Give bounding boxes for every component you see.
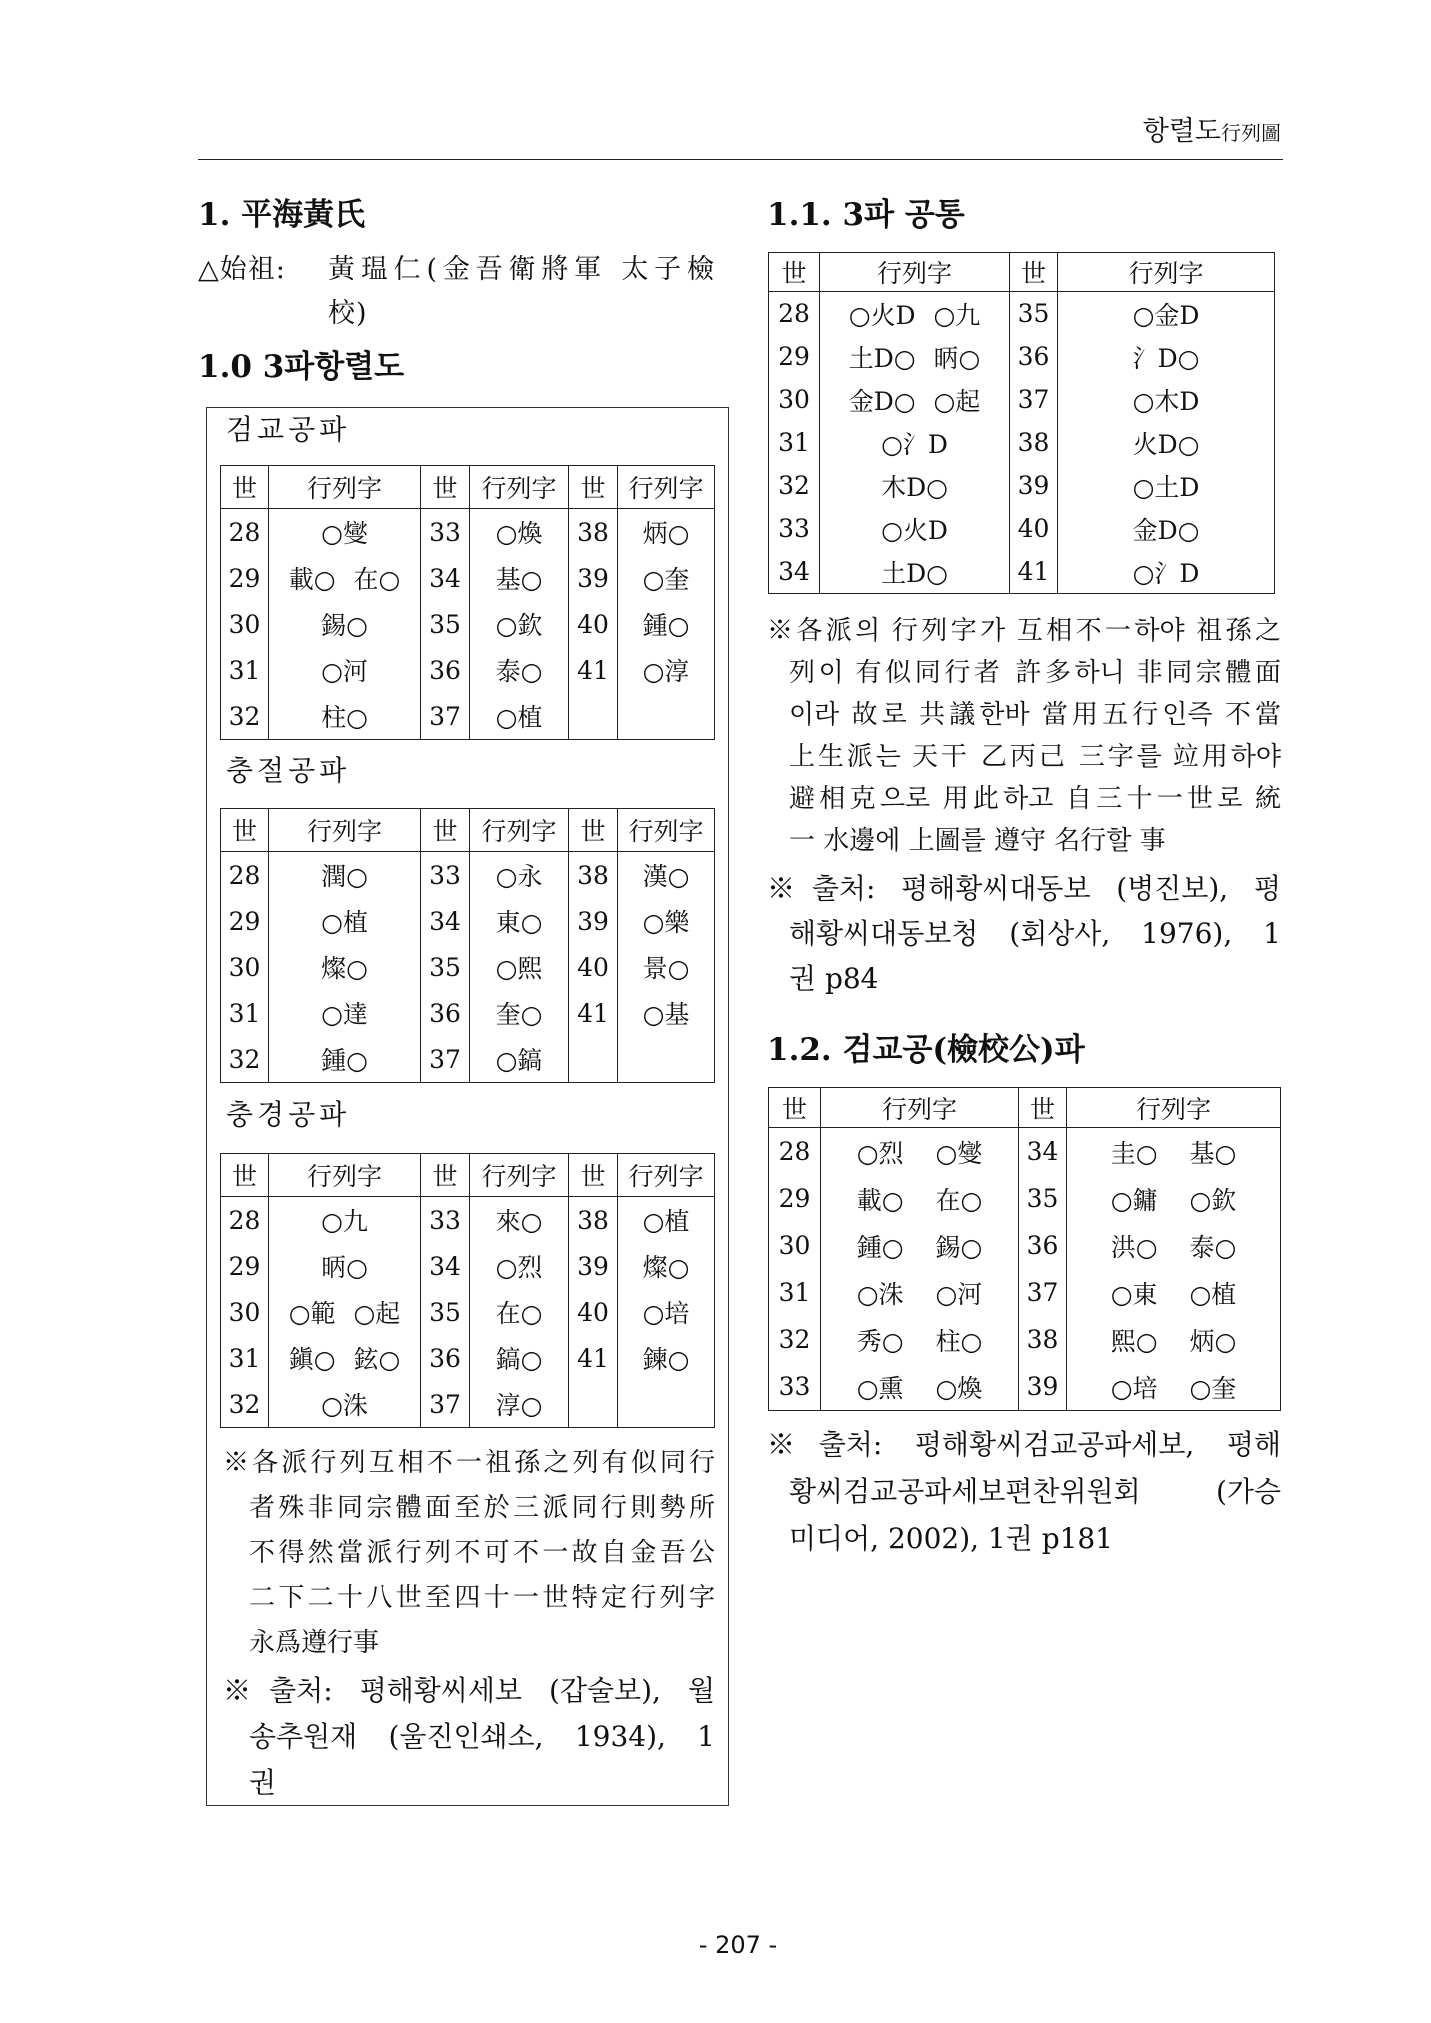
- generation-name-column-header: 行列字: [269, 466, 421, 509]
- source-line: 권 p84: [789, 962, 879, 995]
- generation-name-cell: 潤○: [269, 852, 421, 899]
- generation-number-cell: 29: [769, 1175, 821, 1222]
- generation-name-cell: ○九: [269, 1197, 421, 1244]
- source-line: ※출처: 평해황씨세보 (갑술보), 월: [223, 1674, 715, 1707]
- generation-number-cell: 40: [1010, 507, 1058, 550]
- generation-name-cell: ○培 ○奎: [1067, 1363, 1281, 1411]
- table-row: [221, 852, 715, 899]
- generation-number-cell: 41: [1010, 550, 1058, 594]
- generation-name-cell: 燦○: [618, 1243, 715, 1289]
- generation-number-cell: 39: [1010, 464, 1058, 507]
- generation-number-cell: 39: [569, 1243, 618, 1289]
- generation-name-column-header: 行列字: [618, 1154, 715, 1197]
- generation-number-cell: [569, 1036, 618, 1083]
- generation-name-cell: ○火D ○九: [820, 292, 1010, 336]
- generation-name-cell: ○木D: [1058, 378, 1275, 421]
- generation-name-column-header: 行列字: [1067, 1088, 1281, 1128]
- branch-generation-table: [220, 465, 715, 740]
- generation-name-column-header: 行列字: [269, 1154, 421, 1197]
- note-line: 이라 故로 共議한바 當用五行인즉 不當: [789, 700, 1281, 730]
- generation-name-cell: 鎭○ 鉉○: [269, 1335, 421, 1381]
- generation-name-cell: 柱○: [269, 693, 421, 740]
- generation-name-column-header: 行列字: [821, 1088, 1019, 1128]
- table-row: [769, 507, 1275, 550]
- generation-name-column-header: 行列字: [1058, 253, 1275, 292]
- table-header-row: [221, 1154, 715, 1197]
- generation-number-cell: 34: [421, 898, 470, 944]
- generation-name-cell: ○欽: [470, 601, 569, 647]
- generation-number-cell: 35: [421, 944, 470, 990]
- generation-number-cell: 34: [1019, 1128, 1067, 1176]
- source-citation: [223, 1668, 715, 1806]
- generation-number-cell: 28: [769, 292, 820, 336]
- generation-number-cell: 32: [769, 1316, 821, 1363]
- generation-number-cell: 32: [221, 1381, 269, 1428]
- generation-name-cell: 木D○: [820, 464, 1010, 507]
- founder-text-line: 黃瑥仁(金吾衛將軍 太子檢: [328, 254, 715, 285]
- generation-name-cell: 漢○: [618, 852, 715, 899]
- generation-number-cell: 38: [569, 852, 618, 899]
- generation-number-cell: 31: [769, 1269, 821, 1316]
- table-header-row: [221, 466, 715, 509]
- generation-name-cell: ○鎬: [470, 1036, 569, 1083]
- generation-number-cell: 31: [221, 990, 269, 1036]
- table-row: [221, 1243, 715, 1289]
- generation-name-cell: ○鏞 ○欽: [1067, 1175, 1281, 1222]
- branch-title: 충절공파: [226, 754, 351, 787]
- generation-name-column-header: 行列字: [269, 809, 421, 852]
- generation-column-header: 世: [221, 809, 269, 852]
- generation-name-cell: ○金D: [1058, 292, 1275, 336]
- generation-number-cell: 34: [769, 550, 820, 594]
- generation-number-cell: 36: [1010, 335, 1058, 378]
- geomgyo-section-heading: 1.2. 검교공(檢校公)파: [767, 1032, 1085, 1068]
- generation-number-cell: 33: [421, 509, 470, 556]
- note-line: 避相克으로 用此하고 自三十一世로 統: [789, 784, 1281, 814]
- table-row: [769, 464, 1275, 507]
- generation-name-cell: 來○: [470, 1197, 569, 1244]
- generation-name-cell: 金D○: [1058, 507, 1275, 550]
- table-row: [221, 1197, 715, 1244]
- generation-number-cell: 28: [221, 509, 269, 556]
- generation-name-cell: 鍾○: [618, 601, 715, 647]
- generation-number-cell: 37: [421, 1381, 470, 1428]
- generation-number-cell: 40: [569, 1289, 618, 1335]
- branch-tables-box: [206, 407, 729, 1806]
- generation-name-column-header: 行列字: [618, 809, 715, 852]
- generation-number-cell: 36: [1019, 1222, 1067, 1269]
- generation-column-header: 世: [569, 1154, 618, 1197]
- generation-number-cell: 29: [221, 898, 269, 944]
- generation-name-cell: 土D○: [820, 550, 1010, 594]
- generation-number-cell: 31: [221, 1335, 269, 1381]
- generation-number-cell: 37: [1010, 378, 1058, 421]
- source-line: 황씨검교공파세보편찬위원회 (가승: [789, 1475, 1281, 1508]
- table-row: [221, 693, 715, 740]
- generation-name-column-header: 行列字: [820, 253, 1010, 292]
- generation-name-cell: [618, 693, 715, 740]
- generation-column-header: 世: [769, 1088, 821, 1128]
- generation-number-cell: 35: [421, 1289, 470, 1335]
- page-number: - 207 -: [698, 1931, 778, 1959]
- generation-name-cell: ○洙: [269, 1381, 421, 1428]
- running-header: [1143, 114, 1281, 151]
- generation-name-cell: ○土D: [1058, 464, 1275, 507]
- generation-number-cell: 37: [421, 693, 470, 740]
- generation-name-cell: ○範 ○起: [269, 1289, 421, 1335]
- generation-number-cell: 35: [1019, 1175, 1067, 1222]
- generation-name-cell: 昞○: [269, 1243, 421, 1289]
- generation-column-header: 世: [1010, 253, 1058, 292]
- table-row: [221, 555, 715, 601]
- source-citation: [767, 1421, 1281, 1562]
- generation-name-cell: 圭○ 基○: [1067, 1128, 1281, 1176]
- source-line: 미디어, 2002), 1권 p181: [789, 1522, 1114, 1555]
- table-row: [221, 647, 715, 693]
- generation-name-cell: 氵D○: [1058, 335, 1275, 378]
- generation-name-cell: ○植: [269, 898, 421, 944]
- generation-number-cell: 30: [221, 601, 269, 647]
- table-row: [769, 1128, 1281, 1176]
- table-row: [769, 1316, 1281, 1363]
- table-row: [221, 1335, 715, 1381]
- generation-number-cell: 33: [769, 507, 820, 550]
- generation-number-cell: 28: [221, 1197, 269, 1244]
- note-line: 列이 有似同行者 許多하니 非同宗體面: [789, 658, 1281, 688]
- generation-name-cell: ○燮: [269, 509, 421, 556]
- note-line: 不得然當派行列不可不一故自金吾公: [249, 1538, 715, 1568]
- generation-column-header: 世: [221, 1154, 269, 1197]
- table-header-row: [769, 253, 1275, 292]
- generation-number-cell: 38: [569, 509, 618, 556]
- generation-number-cell: 40: [569, 944, 618, 990]
- generation-name-cell: 載○ 在○: [269, 555, 421, 601]
- generation-number-cell: 32: [221, 1036, 269, 1083]
- generation-number-cell: 33: [421, 852, 470, 899]
- table-row: [769, 1363, 1281, 1411]
- common-note: [767, 610, 1281, 862]
- generation-name-cell: 鍾○ 錫○: [821, 1222, 1019, 1269]
- table-row: [769, 421, 1275, 464]
- generation-number-cell: 38: [569, 1197, 618, 1244]
- generation-number-cell: 28: [769, 1128, 821, 1176]
- source-line: 송추원재 (울진인쇄소, 1934), 1: [249, 1720, 715, 1753]
- note-line: 者殊非同宗體面至於三派同行則勢所: [249, 1493, 715, 1523]
- generation-name-cell: 在○: [470, 1289, 569, 1335]
- generation-name-cell: 奎○: [470, 990, 569, 1036]
- generation-name-cell: ○永: [470, 852, 569, 899]
- generation-column-header: 世: [221, 466, 269, 509]
- generation-name-cell: ○洙 ○河: [821, 1269, 1019, 1316]
- generation-name-cell: 燦○: [269, 944, 421, 990]
- generation-number-cell: 29: [769, 335, 820, 378]
- generation-number-cell: 34: [421, 555, 470, 601]
- generation-number-cell: 31: [769, 421, 820, 464]
- table-row: [769, 378, 1275, 421]
- table-row: [221, 1036, 715, 1083]
- generation-name-cell: 火D○: [1058, 421, 1275, 464]
- generation-number-cell: 37: [421, 1036, 470, 1083]
- generation-name-cell: ○氵D: [820, 421, 1010, 464]
- table-row: [221, 1289, 715, 1335]
- running-header-title: 항렬도: [1142, 116, 1221, 147]
- generation-number-cell: 41: [569, 990, 618, 1036]
- generation-name-cell: ○熙: [470, 944, 569, 990]
- generation-column-header: 世: [421, 809, 470, 852]
- generation-name-cell: 土D○ 昞○: [820, 335, 1010, 378]
- generation-column-header: 世: [421, 466, 470, 509]
- generation-name-cell: 鎬○: [470, 1335, 569, 1381]
- generation-name-column-header: 行列字: [470, 466, 569, 509]
- generation-name-cell: [618, 1381, 715, 1428]
- generation-number-cell: 32: [221, 693, 269, 740]
- generation-number-cell: 41: [569, 647, 618, 693]
- generation-number-cell: 32: [769, 464, 820, 507]
- source-citation: [767, 866, 1281, 1001]
- generation-name-cell: ○烈 ○燮: [821, 1128, 1019, 1176]
- table-row: [769, 550, 1275, 594]
- generation-name-cell: ○熏 ○煥: [821, 1363, 1019, 1411]
- table-row: [221, 898, 715, 944]
- source-line: 해황씨대동보청 (회상사, 1976), 1: [789, 917, 1281, 950]
- generation-number-cell: 30: [221, 1289, 269, 1335]
- clan-heading: 1. 平海黃氏: [198, 197, 366, 233]
- generation-name-cell: ○烈: [470, 1243, 569, 1289]
- table-header-row: [221, 809, 715, 852]
- branch-title: 충경공파: [226, 1098, 351, 1131]
- table-row: [769, 1269, 1281, 1316]
- generation-name-cell: 泰○: [470, 647, 569, 693]
- generation-number-cell: 29: [221, 1243, 269, 1289]
- table-row: [221, 990, 715, 1036]
- generation-number-cell: 31: [221, 647, 269, 693]
- generation-number-cell: 35: [421, 601, 470, 647]
- generation-name-cell: 熙○ 炳○: [1067, 1316, 1281, 1363]
- generation-name-cell: ○植: [618, 1197, 715, 1244]
- generation-number-cell: 33: [769, 1363, 821, 1411]
- generation-number-cell: 36: [421, 1335, 470, 1381]
- generation-number-cell: 38: [1010, 421, 1058, 464]
- generation-number-cell: 28: [221, 852, 269, 899]
- table-row: [221, 601, 715, 647]
- generation-name-cell: 秀○ 柱○: [821, 1316, 1019, 1363]
- generation-name-cell: [618, 1036, 715, 1083]
- generation-number-cell: 37: [1019, 1269, 1067, 1316]
- generation-name-cell: ○基: [618, 990, 715, 1036]
- generation-number-cell: 30: [769, 1222, 821, 1269]
- generation-column-header: 世: [1019, 1088, 1067, 1128]
- branch-title: 검교공파: [226, 413, 351, 446]
- generation-name-cell: ○東 ○植: [1067, 1269, 1281, 1316]
- generation-number-cell: 39: [569, 555, 618, 601]
- generation-name-cell: 金D○ ○起: [820, 378, 1010, 421]
- generation-name-column-header: 行列字: [470, 809, 569, 852]
- note-line: ※各派의 行列字가 互相不一하야 祖孫之: [767, 616, 1281, 646]
- generation-number-cell: 30: [221, 944, 269, 990]
- generation-number-cell: 33: [421, 1197, 470, 1244]
- generation-number-cell: 38: [1019, 1316, 1067, 1363]
- table-row: [769, 1175, 1281, 1222]
- generation-name-cell: 基○: [470, 555, 569, 601]
- note-line: 一 水邊에 上圖를 遵守 名行할 事: [789, 826, 1166, 856]
- generation-column-header: 世: [569, 809, 618, 852]
- generation-name-cell: ○煥: [470, 509, 569, 556]
- note-line: 上生派는 天干 乙丙己 三字를 竝用하야: [789, 742, 1281, 772]
- generation-name-cell: 鍾○: [269, 1036, 421, 1083]
- generation-name-column-header: 行列字: [470, 1154, 569, 1197]
- source-line: ※출처: 평해황씨대동보 (병진보), 평: [767, 872, 1281, 905]
- generation-column-header: 世: [421, 1154, 470, 1197]
- generation-name-cell: 炳○: [618, 509, 715, 556]
- generation-number-cell: 30: [769, 378, 820, 421]
- header-rule: [198, 159, 1283, 160]
- table-row: [769, 335, 1275, 378]
- generation-name-cell: ○氵D: [1058, 550, 1275, 594]
- note-line: 永爲遵行事: [249, 1628, 380, 1658]
- generation-name-cell: ○奎: [618, 555, 715, 601]
- generation-number-cell: 39: [1019, 1363, 1067, 1411]
- section-heading: 1.0 3파항렬도: [198, 349, 405, 385]
- generation-number-cell: 36: [421, 990, 470, 1036]
- generation-name-cell: ○培: [618, 1289, 715, 1335]
- branch-note: [223, 1441, 715, 1666]
- generation-number-cell: [569, 693, 618, 740]
- generation-name-cell: 淳○: [470, 1381, 569, 1428]
- generation-number-cell: 29: [221, 555, 269, 601]
- generation-name-cell: ○淳: [618, 647, 715, 693]
- generation-name-cell: ○植: [470, 693, 569, 740]
- generation-name-cell: ○樂: [618, 898, 715, 944]
- common-section-heading: 1.1. 3파 공통: [767, 197, 965, 233]
- table-header-row: [769, 1088, 1281, 1128]
- generation-name-cell: 載○ 在○: [821, 1175, 1019, 1222]
- table-row: [769, 1222, 1281, 1269]
- generation-name-cell: ○河: [269, 647, 421, 693]
- common-generation-table: [768, 252, 1275, 594]
- table-row: [221, 944, 715, 990]
- branch-generation-table: [220, 1153, 715, 1428]
- generation-number-cell: [569, 1381, 618, 1428]
- generation-name-cell: ○火D: [820, 507, 1010, 550]
- branch-generation-table: [220, 808, 715, 1083]
- geomgyo-generation-table: [768, 1087, 1281, 1411]
- generation-number-cell: 35: [1010, 292, 1058, 336]
- source-line: 권: [249, 1766, 277, 1799]
- generation-number-cell: 34: [421, 1243, 470, 1289]
- generation-column-header: 世: [569, 466, 618, 509]
- generation-name-cell: 錫○: [269, 601, 421, 647]
- running-header-hanja: 行列圖: [1221, 121, 1281, 145]
- generation-name-cell: ○達: [269, 990, 421, 1036]
- generation-name-cell: 洪○ 泰○: [1067, 1222, 1281, 1269]
- source-line: ※출처: 평해황씨검교공파세보, 평해: [767, 1428, 1281, 1461]
- note-line: 二下二十八世至四十一世特定行列字: [249, 1583, 715, 1613]
- table-row: [221, 1381, 715, 1428]
- generation-number-cell: 39: [569, 898, 618, 944]
- generation-number-cell: 41: [569, 1335, 618, 1381]
- generation-name-cell: 景○: [618, 944, 715, 990]
- generation-column-header: 世: [769, 253, 820, 292]
- generation-name-cell: 鍊○: [618, 1335, 715, 1381]
- generation-name-cell: 東○: [470, 898, 569, 944]
- note-line: ※各派行列互相不一祖孫之列有似同行: [223, 1448, 715, 1478]
- generation-name-column-header: 行列字: [618, 466, 715, 509]
- generation-number-cell: 36: [421, 647, 470, 693]
- table-row: [769, 292, 1275, 336]
- table-row: [221, 509, 715, 556]
- founder-text-line: 校): [328, 298, 368, 329]
- founder-label: △始祖:: [198, 254, 286, 285]
- generation-number-cell: 40: [569, 601, 618, 647]
